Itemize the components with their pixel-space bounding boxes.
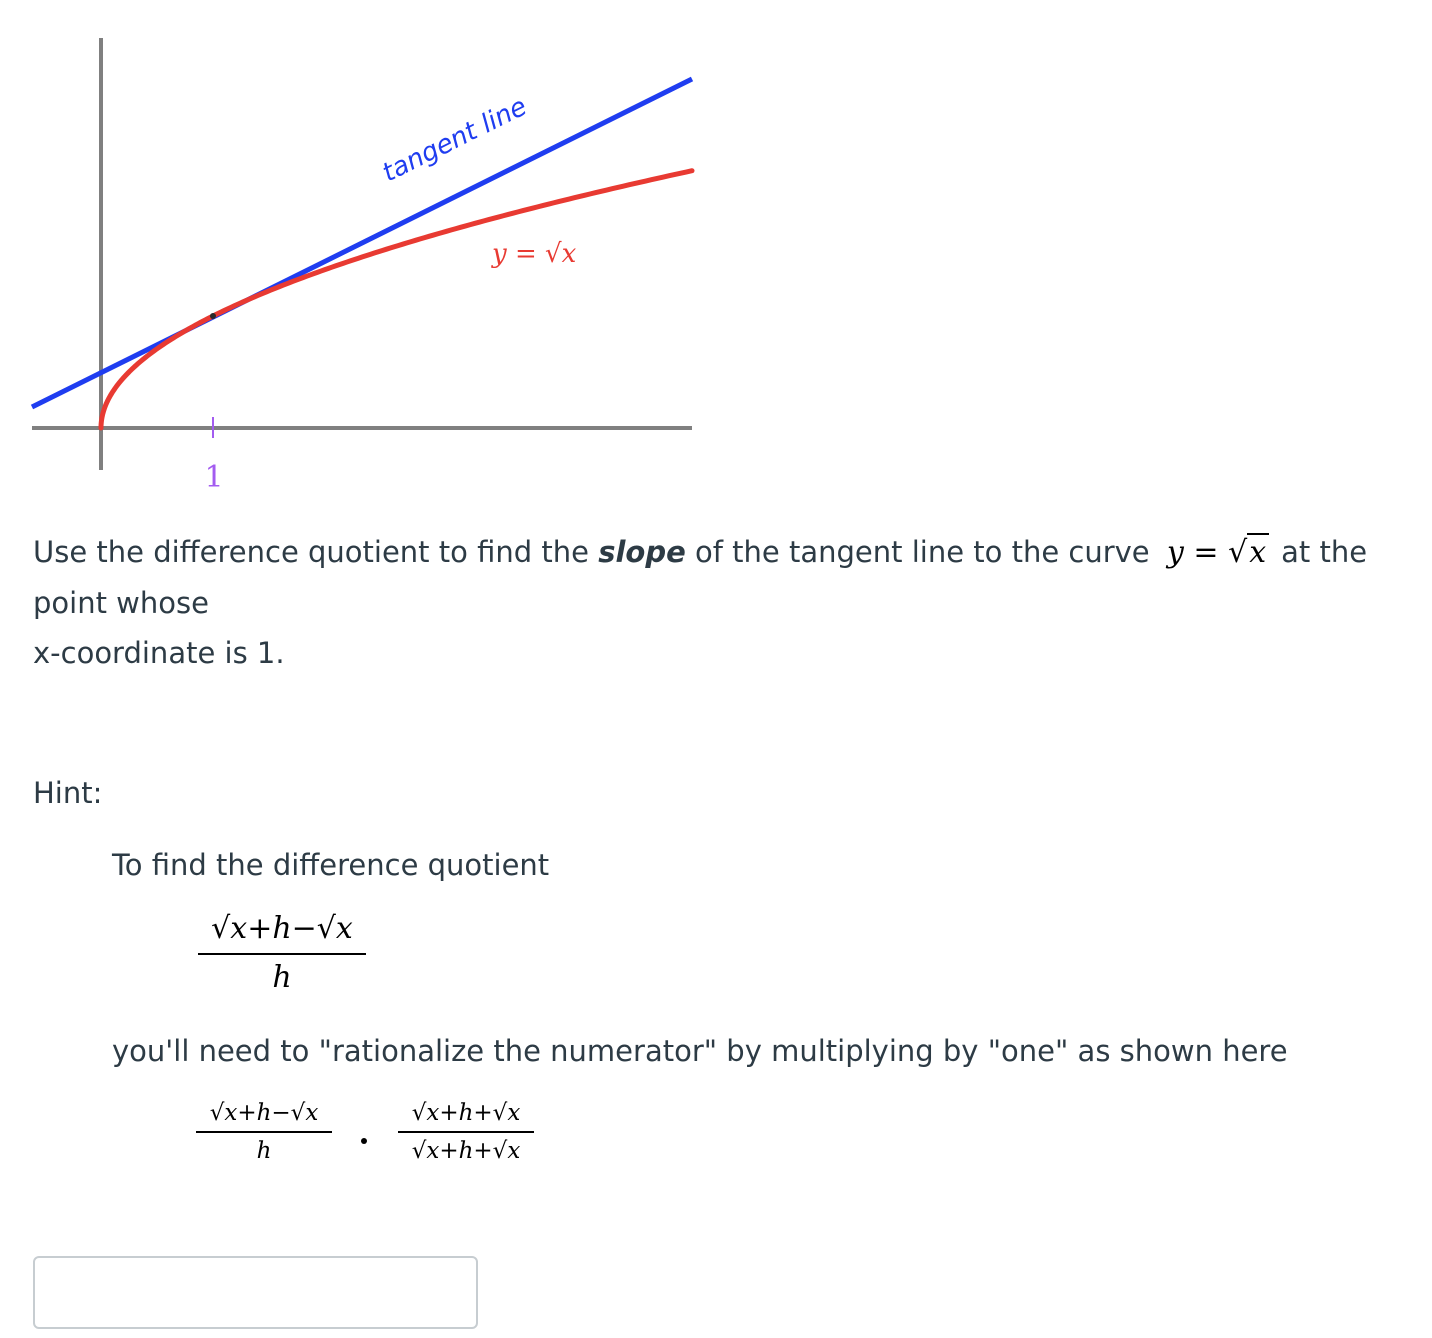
- question-text: [33, 527, 1428, 678]
- hint-label: Hint:: [33, 776, 103, 810]
- dq-numerator: √x+h−√x: [211, 911, 353, 946]
- x-tick-label: 1: [204, 460, 224, 495]
- question-text-before: Use the difference quotient to find the: [33, 535, 599, 569]
- dq-numerator-small: √x+h−√x: [209, 1100, 319, 1126]
- dq-denominator-small: h: [256, 1138, 272, 1165]
- tangent-line-figure: [0, 0, 720, 510]
- curve-label: y = √x: [492, 239, 577, 269]
- fraction-bar: [398, 1131, 534, 1133]
- difference-quotient-fraction-small: [196, 1100, 332, 1165]
- question-text-after: at the point whose: [33, 535, 1368, 620]
- question-text-line2: x-coordinate is 1.: [33, 636, 285, 670]
- answer-input[interactable]: [33, 1256, 478, 1329]
- tangent-line-label: tangent line: [377, 91, 532, 189]
- dq-denominator: h: [272, 959, 292, 995]
- conjugate-numerator: √x+h+√x: [411, 1100, 521, 1126]
- hint-rationalize-text: you'll need to "rationalize the numerator" by multiplying by "one" as shown here: [112, 1034, 1288, 1068]
- curve-equation: y = √x: [1167, 535, 1269, 570]
- fraction-bar: [198, 953, 366, 955]
- fraction-bar: [196, 1131, 332, 1133]
- tangency-point: [210, 313, 216, 319]
- multiply-dot: [361, 1138, 367, 1144]
- conjugate-one-fraction: [398, 1100, 534, 1165]
- conjugate-denominator: √x+h+√x: [411, 1138, 521, 1165]
- tangent-line: [32, 79, 692, 407]
- slope-emphasis: slope: [598, 535, 686, 569]
- sqrt-curve: [101, 171, 692, 428]
- difference-quotient-fraction: [198, 912, 366, 995]
- hint-intro-text: To find the difference quotient: [112, 848, 550, 882]
- question-text-middle: of the tangent line to the curve: [685, 535, 1159, 569]
